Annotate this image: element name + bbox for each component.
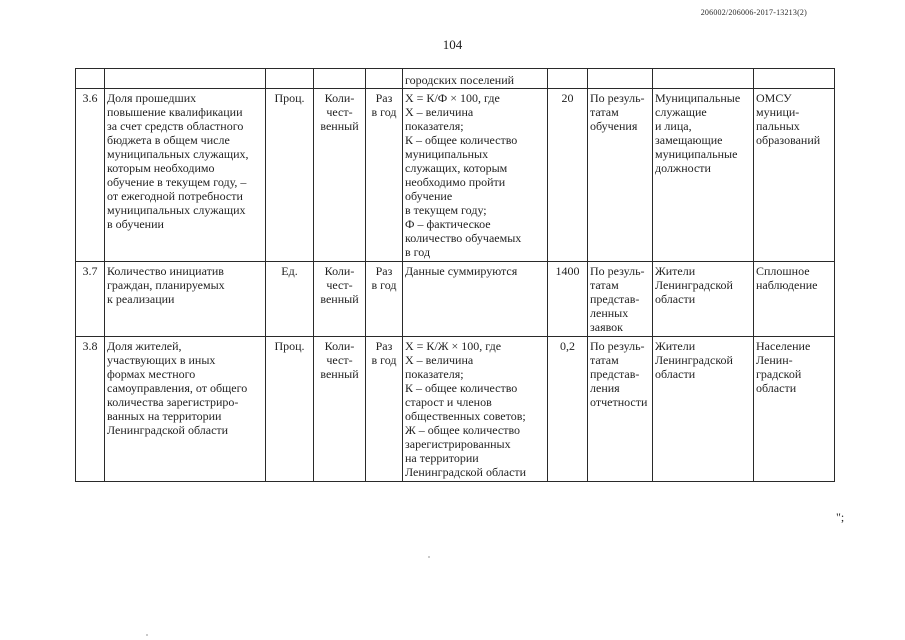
- cell-frequency: Раз в год: [366, 89, 403, 262]
- scan-speck: [146, 634, 148, 636]
- closing-quote-mark: ";: [836, 510, 845, 524]
- continuation-row: [76, 69, 835, 89]
- cell-source: [588, 69, 653, 89]
- page-number: 104: [442, 37, 463, 52]
- cell-frequency: [366, 69, 403, 89]
- cell-unit: Проц.: [266, 337, 314, 482]
- cell-formula: Х = К/Ф × 100, где Х – величина показателя; К – общее количество муниципальных служащих, которым необходимо пройти обучение в текущем году; Ф – фактическое количество обучаемых в год: [403, 89, 548, 262]
- cell-frequency: Раз в год: [366, 262, 403, 337]
- cell-subject: Жители Ленинградской области: [653, 337, 754, 482]
- cell-value: 20: [548, 89, 588, 262]
- document-id: 206002/206006-2017-13213(2): [700, 8, 807, 17]
- cell-type: Коли- чест- венный: [314, 337, 366, 482]
- cell-frequency: Раз в год: [366, 337, 403, 482]
- cell-indicator: Количество инициатив граждан, планируемых к реализации: [105, 262, 266, 337]
- cell-source: По резуль- татам представ- ленных заявок: [588, 262, 653, 337]
- cell-subject: [653, 69, 754, 89]
- cell-number: 3.8: [76, 337, 105, 482]
- cell-responsible: [754, 69, 835, 89]
- cell-value: 0,2: [548, 337, 588, 482]
- cell-responsible: ОМСУ муници- пальных образований: [754, 89, 835, 262]
- cell-indicator: [105, 69, 266, 89]
- cell-formula: Данные суммируются: [403, 262, 548, 337]
- cell-formula: Х = К/Ж × 100, где Х – величина показателя; К – общее количество старост и членов общественных советов; Ж – общее количество зарегистрированных на территории Ленинградской области: [403, 337, 548, 482]
- cell-type: Коли- чест- венный: [314, 262, 366, 337]
- cell-type: [314, 69, 366, 89]
- cell-responsible: Население Ленин- градской области: [754, 337, 835, 482]
- cell-value: 1400: [548, 262, 588, 337]
- cell-value: [548, 69, 588, 89]
- cell-type: Коли- чест- венный: [314, 89, 366, 262]
- table-row: [76, 337, 835, 482]
- cell-number: 3.6: [76, 89, 105, 262]
- cell-subject: Муниципальные служащие и лица, замещающие муниципальные должности: [653, 89, 754, 262]
- table-row: [76, 262, 835, 337]
- indicators-table: [75, 68, 835, 482]
- cell-number: 3.7: [76, 262, 105, 337]
- cell-formula: городских поселений: [403, 69, 548, 89]
- cell-subject: Жители Ленинградской области: [653, 262, 754, 337]
- cell-indicator: Доля прошедших повышение квалификации за счет средств областного бюджета в общем числе муниципальных служащих, которым необходимо обучение в текущем году, – от ежегодной потребности муниципальных служащих в обучении: [105, 89, 266, 262]
- cell-number: [76, 69, 105, 89]
- cell-unit: [266, 69, 314, 89]
- cell-indicator: Доля жителей, участвующих в иных формах местного самоуправления, от общего количества зарегистриро- ванных на территории Ленинградской области: [105, 337, 266, 482]
- scan-speck: [428, 556, 430, 558]
- table-row: [76, 89, 835, 262]
- cell-unit: Ед.: [266, 262, 314, 337]
- cell-unit: Проц.: [266, 89, 314, 262]
- cell-source: По резуль- татам представ- ления отчетности: [588, 337, 653, 482]
- cell-source: По резуль- татам обучения: [588, 89, 653, 262]
- cell-responsible: Сплошное наблюдение: [754, 262, 835, 337]
